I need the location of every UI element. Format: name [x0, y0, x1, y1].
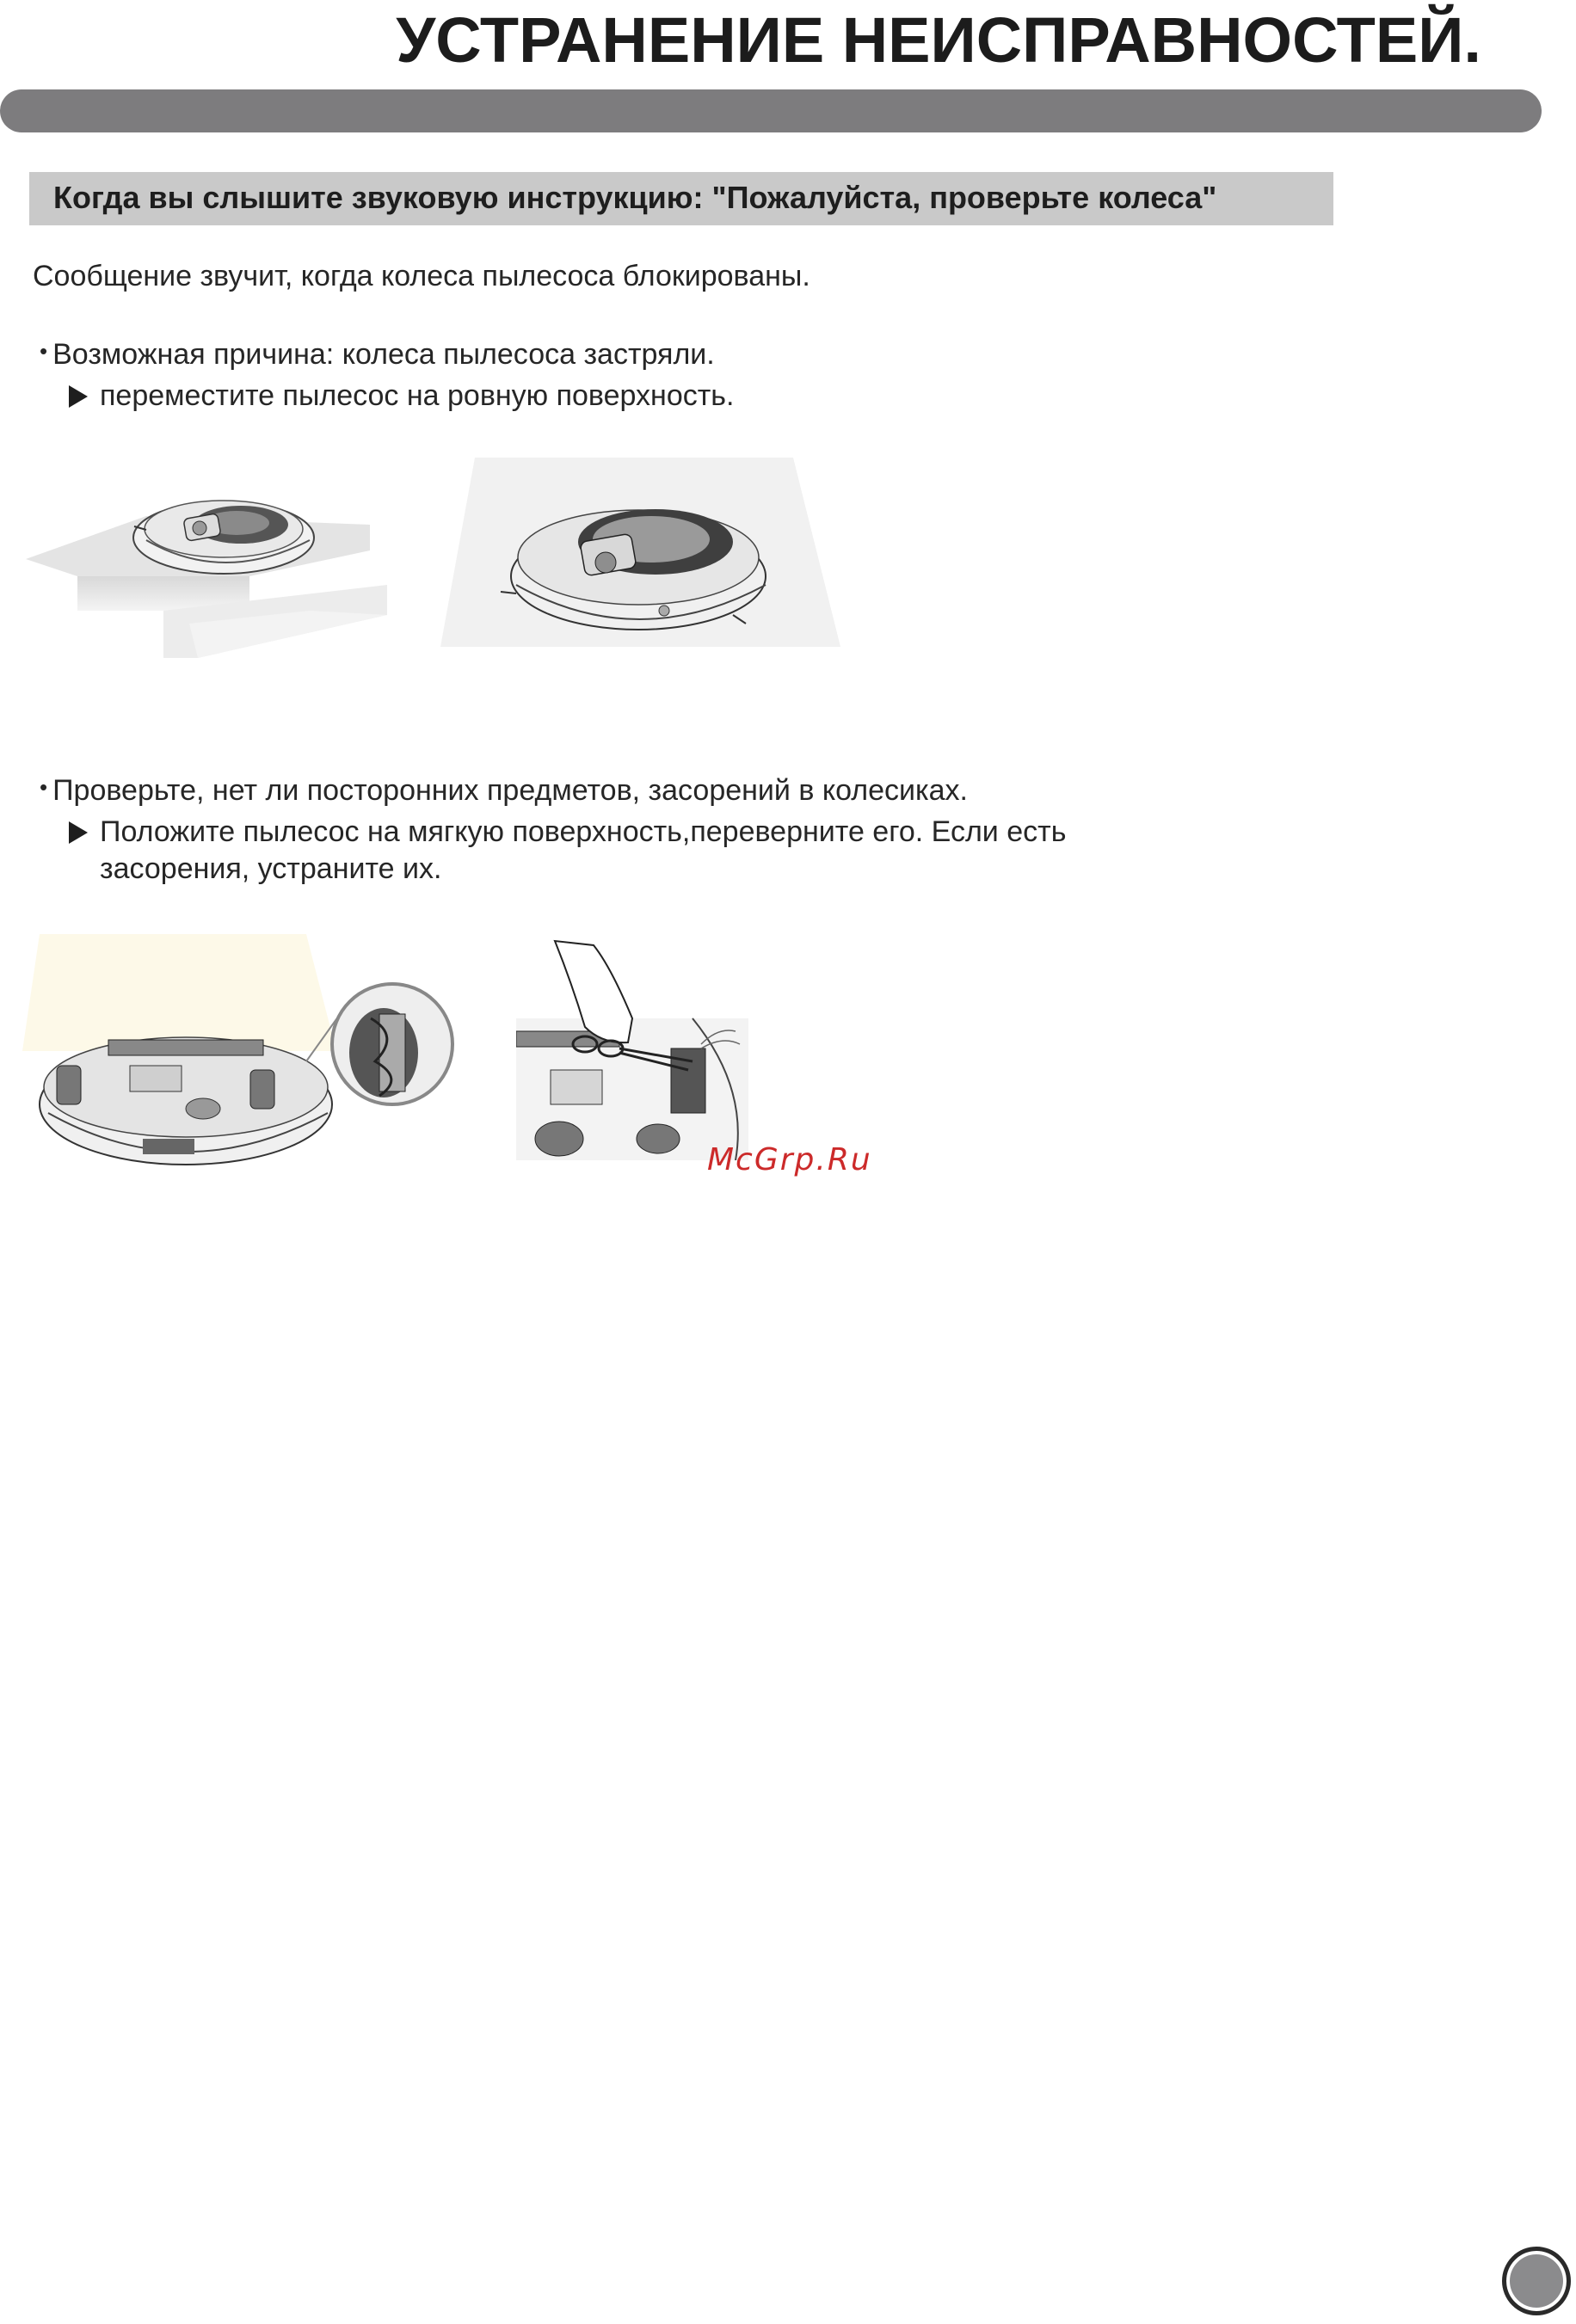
- page-number-circle: [1502, 2247, 1571, 2315]
- overturned-robot-illustration: [22, 932, 470, 1190]
- cutting-debris-illustration: [516, 932, 757, 1160]
- title-divider-bar: [0, 89, 1542, 132]
- cause1-bullet-text: Возможная причина: колеса пылесоса застряли.: [52, 338, 715, 371]
- section-header: [29, 172, 1333, 225]
- cause2-action-line2: засорения, устраните их.: [100, 852, 442, 885]
- cause2-action-line1: Положите пылесос на мягкую поверхность,переверните его. Если есть: [100, 815, 1067, 848]
- intro-text: Сообщение звучит, когда колеса пылесоса блокированы.: [33, 260, 810, 292]
- arrow-right-icon: [69, 821, 88, 844]
- robot-on-stairs-illustration: [26, 464, 422, 671]
- cause2-bullet-text: Проверьте, нет ли посторонних предметов, засорений в колесиках.: [52, 774, 968, 807]
- cause1-action: переместите пылесос на ровную поверхность.: [100, 379, 735, 412]
- bullet-dot-icon: •: [40, 338, 48, 364]
- watermark-text: McGrp.Ru: [707, 1142, 872, 1177]
- page-title: УСТРАНЕНИЕ НЕИСПРАВНОСТЕЙ.: [396, 4, 1481, 76]
- cause2-bullet: [40, 774, 968, 808]
- cause1-bullet: [40, 338, 715, 372]
- bullet-dot-icon: •: [40, 774, 48, 800]
- section-header-text: Когда вы слышите звуковую инструкцию: "Пожалуйста, проверьте колеса": [53, 180, 1217, 215]
- robot-flat-surface-illustration: [440, 456, 845, 649]
- arrow-right-icon: [69, 385, 88, 408]
